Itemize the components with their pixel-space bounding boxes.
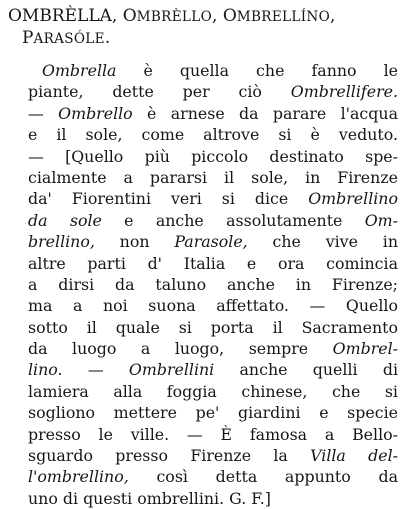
- entry-line: [28, 81, 398, 102]
- headword-period: .: [104, 28, 111, 48]
- entry-line: [28, 124, 398, 145]
- line-text: sguardo presso Firenze la: [28, 446, 311, 466]
- line-text: lamiera alla foggia chinese, che si: [28, 381, 398, 401]
- italic-term: Parasole,: [174, 232, 248, 252]
- line-text: sogliono mettere pe' giardini e specie: [28, 403, 398, 423]
- line-text: —: [62, 360, 129, 380]
- headword-ombrellino-initial: O: [222, 6, 237, 26]
- line-text: che vive in: [247, 232, 398, 252]
- italic-term: Ombrellini: [128, 360, 215, 380]
- headword-separator: ,: [111, 6, 123, 26]
- italic-term: Ombrel-: [332, 339, 398, 359]
- italic-term: Ombrello: [58, 103, 133, 123]
- italic-term: l'ombrellino,: [28, 467, 129, 487]
- italic-term: Ombrella: [42, 61, 117, 80]
- line-text: è quella che fanno le: [116, 61, 398, 80]
- line-text: presso le ville. — È famosa a Bello-: [28, 424, 398, 444]
- italic-term: Om-: [364, 210, 398, 230]
- entry-line: [28, 274, 398, 295]
- headword-ombrellino-rest: MBRELLÍNO: [236, 9, 331, 25]
- italic-term: brellino,: [28, 232, 95, 252]
- line-text: e anche assolutamente: [101, 210, 365, 230]
- line-text: a dirsi da taluno anche in Firenze;: [28, 274, 398, 294]
- entry-line: [28, 188, 398, 209]
- line-text: cialmente a pararsi il sole, in Firenze: [28, 167, 398, 187]
- entry-line: [28, 210, 398, 231]
- line-text: non: [94, 232, 175, 252]
- headword-parasole-rest: ARASÓLE: [33, 31, 105, 47]
- headword-line-2: [22, 28, 110, 49]
- entry-body: [28, 60, 398, 509]
- line-text: sotto il quale si porta il Sacramento: [28, 317, 398, 337]
- entry-line: [28, 231, 398, 252]
- entry-line: [28, 103, 398, 124]
- entry-line: [28, 381, 398, 402]
- headword-separator: ,: [212, 6, 223, 26]
- line-text: da' Fiorentini veri si dice: [28, 189, 309, 209]
- italic-term: Ombrellino: [308, 189, 398, 209]
- line-text: —: [28, 103, 59, 123]
- entry-line: [28, 359, 398, 380]
- entry-line: [28, 317, 398, 338]
- headword-line-1: [8, 6, 335, 27]
- entry-line: [28, 402, 398, 423]
- entry-line: [28, 167, 398, 188]
- line-text: anche quelli di: [214, 360, 398, 380]
- line-text: uno di questi ombrellini. G. F.]: [28, 488, 271, 508]
- line-text: è arnese da parare l'acqua: [132, 103, 398, 123]
- headword-ombrello-initial: O: [122, 6, 137, 26]
- line-text: piante, dette per ciò: [28, 82, 291, 102]
- line-text: e il sole, come altrove si è veduto.: [28, 125, 398, 145]
- italic-term: Villa del-: [310, 446, 398, 466]
- italic-term: da sole: [28, 210, 102, 230]
- line-text: così detta appunto da: [128, 467, 398, 487]
- entry-line: [28, 424, 398, 445]
- headword-separator: ,: [330, 6, 336, 26]
- line-text: — [Quello più piccolo destinato spe-: [28, 146, 398, 166]
- headword-ombrello-rest: MBRÈLLO: [136, 9, 213, 25]
- entry-line: [28, 488, 398, 509]
- headword-ombrella: OMBRÈLLA: [8, 6, 112, 26]
- line-text: ma a noi suona affettato. — Quello: [28, 296, 398, 316]
- italic-term: lino.: [28, 360, 63, 380]
- entry-line: [28, 338, 398, 359]
- line-text: altre parti d' Italia e ora comincia: [28, 253, 398, 273]
- headword-parasole-initial: P: [22, 28, 34, 48]
- entry-line: [42, 60, 398, 81]
- italic-term: Ombrellifere.: [290, 82, 398, 102]
- entry-line: [28, 295, 398, 316]
- entry-line: [28, 253, 398, 274]
- entry-line: [28, 445, 398, 466]
- entry-line: [28, 146, 398, 167]
- line-text: da luogo a luogo, sempre: [28, 339, 333, 359]
